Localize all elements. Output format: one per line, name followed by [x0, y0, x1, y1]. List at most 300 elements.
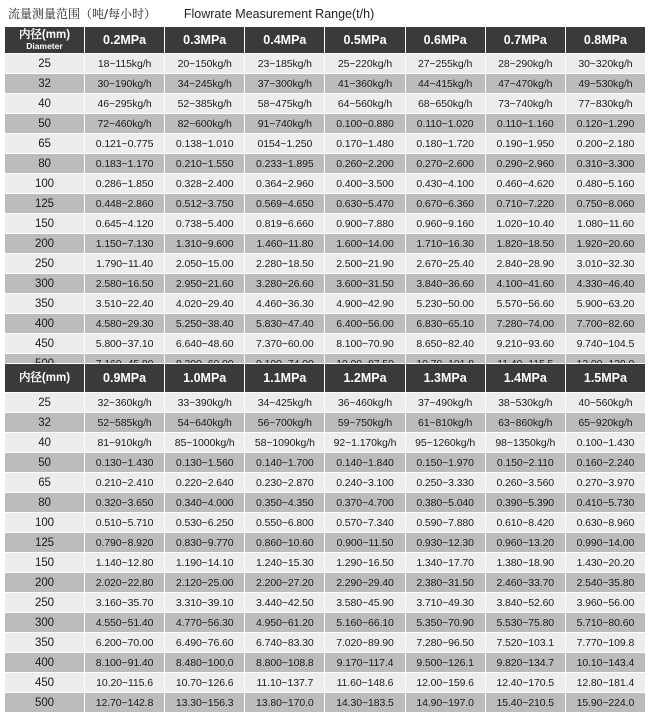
- flow-range-cell: 2.840~28.90: [485, 254, 565, 274]
- flow-range-cell: 0.370~4.700: [325, 493, 405, 513]
- pressure-header: 1.4MPa: [485, 364, 565, 393]
- flow-range-cell: 82~600kg/h: [165, 114, 245, 134]
- diameter-cell: 125: [5, 533, 85, 553]
- flow-range-cell: 0.320~3.650: [85, 493, 165, 513]
- flow-range-cell: 9.820~134.7: [485, 653, 565, 673]
- flow-range-cell: 3.710~49.30: [405, 593, 485, 613]
- flow-range-cell: 23~185kg/h: [245, 54, 325, 74]
- flow-range-cell: 9.500~126.1: [405, 653, 485, 673]
- table-row: [5, 294, 646, 314]
- flow-range-cell: 4.580~29.30: [85, 314, 165, 334]
- diameter-cell: 40: [5, 433, 85, 453]
- flow-range-cell: 95~1260kg/h: [405, 433, 485, 453]
- flow-range-cell: 7.770~109.8: [565, 633, 645, 653]
- flow-range-cell: 0.750~8.060: [565, 194, 645, 214]
- flow-range-cell: 0.270~3.970: [565, 473, 645, 493]
- flow-range-cell: 2.120~25.00: [165, 573, 245, 593]
- flow-range-cell: 0.120~1.290: [565, 114, 645, 134]
- flow-range-cell: 0.900~11.50: [325, 533, 405, 553]
- pressure-header: 0.5MPa: [325, 27, 405, 54]
- flow-range-cell: 27~255kg/h: [405, 54, 485, 74]
- diameter-cell: 400: [5, 314, 85, 334]
- flow-range-cell: 0.138~1.010: [165, 134, 245, 154]
- flow-range-cell: 7.520~103.1: [485, 633, 565, 653]
- table-row: [5, 533, 646, 553]
- flow-range-cell: 38~530kg/h: [485, 393, 565, 413]
- flow-range-cell: 2.380~31.50: [405, 573, 485, 593]
- flow-range-cell: 6.200~70.00: [85, 633, 165, 653]
- flow-range-cell: 11.60~148.6: [325, 673, 405, 693]
- flow-range-cell: 7.020~89.90: [325, 633, 405, 653]
- flow-range-cell: 25~220kg/h: [325, 54, 405, 74]
- flow-range-cell: 58~475kg/h: [245, 94, 325, 114]
- flow-range-cell: 59~750kg/h: [325, 413, 405, 433]
- flow-range-cell: 0.130~1.430: [85, 453, 165, 473]
- pressure-header: 0.6MPa: [405, 27, 485, 54]
- title-chinese: 流量测量范围（吨/每小时）: [8, 7, 157, 21]
- flow-range-cell: 0.220~2.640: [165, 473, 245, 493]
- flow-range-cell: 0.610~8.420: [485, 513, 565, 533]
- flow-range-cell: 2.950~21.60: [165, 274, 245, 294]
- diameter-cell: 65: [5, 134, 85, 154]
- flow-range-cell: 1.790~11.40: [85, 254, 165, 274]
- flow-range-cell: 2.050~15.00: [165, 254, 245, 274]
- flow-range-cell: 0.140~1.840: [325, 453, 405, 473]
- flow-range-cell: 0.260~3.560: [485, 473, 565, 493]
- flow-range-cell: 7.700~82.60: [565, 314, 645, 334]
- flow-range-cell: 0.110~1.020: [405, 114, 485, 134]
- table-row: [5, 214, 646, 234]
- flow-range-cell: 28~290kg/h: [485, 54, 565, 74]
- flow-range-cell: 68~650kg/h: [405, 94, 485, 114]
- flow-range-cell: 1.240~15.30: [245, 553, 325, 573]
- flow-range-cell: 3.600~31.50: [325, 274, 405, 294]
- flow-range-cell: 5.250~38.40: [165, 314, 245, 334]
- table-row: [5, 254, 646, 274]
- flow-range-cell: 15.90~224.0: [565, 693, 645, 713]
- flow-range-cell: 0.990~14.00: [565, 533, 645, 553]
- pressure-header: 1.2MPa: [325, 364, 405, 393]
- diameter-cell: 250: [5, 254, 85, 274]
- flow-range-cell: 73~740kg/h: [485, 94, 565, 114]
- flow-range-cell: 9.210~93.60: [485, 334, 565, 354]
- table-row: [5, 334, 646, 354]
- flow-range-cell: 0.286~1.850: [85, 174, 165, 194]
- flow-range-cell: 12.80~181.4: [565, 673, 645, 693]
- flow-range-cell: 1.190~14.10: [165, 553, 245, 573]
- flow-range-cell: 3.960~56.00: [565, 593, 645, 613]
- flow-range-cell: 6.400~56.00: [325, 314, 405, 334]
- flow-range-cell: 13.80~170.0: [245, 693, 325, 713]
- flow-range-cell: 0.340~4.000: [165, 493, 245, 513]
- flow-range-cell: 91~740kg/h: [245, 114, 325, 134]
- flow-range-cell: 0.738~5.400: [165, 214, 245, 234]
- diameter-cell: 500: [5, 693, 85, 713]
- flow-range-cell: 0.200~2.180: [565, 134, 645, 154]
- flow-range-cell: 1.340~17.70: [405, 553, 485, 573]
- flow-range-cell: 4.020~29.40: [165, 294, 245, 314]
- pressure-header: 0.9MPa: [85, 364, 165, 393]
- flow-range-cell: 1.310~9.600: [165, 234, 245, 254]
- flow-range-cell: 0.960~9.160: [405, 214, 485, 234]
- table-row: [5, 593, 646, 613]
- flow-range-cell: 0.183~1.170: [85, 154, 165, 174]
- flow-range-cell: 8.650~82.40: [405, 334, 485, 354]
- flow-range-cell: 0.400~3.500: [325, 174, 405, 194]
- table-row: [5, 114, 646, 134]
- flow-range-cell: 3.840~36.60: [405, 274, 485, 294]
- flow-range-cell: 32~360kg/h: [85, 393, 165, 413]
- table-row: [5, 393, 646, 413]
- flow-range-cell: 0.180~1.720: [405, 134, 485, 154]
- diameter-cell: 50: [5, 114, 85, 134]
- flow-range-cell: 4.460~36.30: [245, 294, 325, 314]
- flow-range-cell: 46~295kg/h: [85, 94, 165, 114]
- flow-range-cell: 98~1350kg/h: [485, 433, 565, 453]
- flow-range-cell: 0.819~6.660: [245, 214, 325, 234]
- flow-range-cell: 13.30~156.3: [165, 693, 245, 713]
- flow-range-cell: 2.200~27.20: [245, 573, 325, 593]
- diameter-cell: 150: [5, 553, 85, 573]
- flow-range-cell: 1.380~18.90: [485, 553, 565, 573]
- flow-range-cell: 0.310~3.300: [565, 154, 645, 174]
- flow-range-cell: 6.830~65.10: [405, 314, 485, 334]
- flow-range-cell: 4.950~61.20: [245, 613, 325, 633]
- flow-range-cell: 0.590~7.880: [405, 513, 485, 533]
- diameter-cell: 200: [5, 573, 85, 593]
- flow-range-cell: 7.280~74.00: [485, 314, 565, 334]
- flow-range-cell: 4.100~41.60: [485, 274, 565, 294]
- flow-range-cell: 0.830~9.770: [165, 533, 245, 553]
- flow-range-cell: 81~910kg/h: [85, 433, 165, 453]
- flow-range-cell: 11.10~137.7: [245, 673, 325, 693]
- table-row: [5, 433, 646, 453]
- flow-range-cell: 30~320kg/h: [565, 54, 645, 74]
- flow-range-cell: 9.170~117.4: [325, 653, 405, 673]
- table-row: [5, 274, 646, 294]
- flow-range-cell: 5.570~56.60: [485, 294, 565, 314]
- flow-range-cell: 0.430~4.100: [405, 174, 485, 194]
- flow-range-cell: 9.740~104.5: [565, 334, 645, 354]
- flow-range-cell: 12.70~142.8: [85, 693, 165, 713]
- flow-range-cell: 61~810kg/h: [405, 413, 485, 433]
- flow-range-cell: 3.580~45.90: [325, 593, 405, 613]
- flow-range-cell: 20~150kg/h: [165, 54, 245, 74]
- flow-range-cell: 5.230~50.00: [405, 294, 485, 314]
- diameter-cell: 150: [5, 214, 85, 234]
- pressure-header: 0.7MPa: [485, 27, 565, 54]
- flow-range-cell: 1.600~14.00: [325, 234, 405, 254]
- flow-range-cell: 10.20~115.6: [85, 673, 165, 693]
- flow-range-cell: 0.930~12.30: [405, 533, 485, 553]
- flow-range-cell: 0.210~2.410: [85, 473, 165, 493]
- flow-range-cell: 41~360kg/h: [325, 74, 405, 94]
- table-row: [5, 134, 646, 154]
- flow-range-cell: 5.350~70.90: [405, 613, 485, 633]
- flow-range-cell: 1.150~7.130: [85, 234, 165, 254]
- table-row: [5, 553, 646, 573]
- table-row: [5, 174, 646, 194]
- flow-range-cell: 14.30~183.5: [325, 693, 405, 713]
- flow-range-cell: 44~415kg/h: [405, 74, 485, 94]
- flow-range-cell: 12.00~159.6: [405, 673, 485, 693]
- diameter-cell: 350: [5, 633, 85, 653]
- flow-range-cell: 1.820~18.50: [485, 234, 565, 254]
- table-row: [5, 473, 646, 493]
- flow-range-cell: 1.020~10.40: [485, 214, 565, 234]
- diameter-header-label: 内径(mm): [18, 29, 71, 41]
- flow-range-cell: 0.630~5.470: [325, 194, 405, 214]
- flow-range-cell: 0.350~4.350: [245, 493, 325, 513]
- flow-range-cell: 63~860kg/h: [485, 413, 565, 433]
- flow-range-cell: 40~560kg/h: [565, 393, 645, 413]
- flow-range-cell: 4.770~56.30: [165, 613, 245, 633]
- table-header-row: [5, 27, 646, 54]
- flow-range-cell: 3.010~32.30: [565, 254, 645, 274]
- flow-range-cell: 52~585kg/h: [85, 413, 165, 433]
- table-row: [5, 74, 646, 94]
- pressure-header: 0.2MPa: [85, 27, 165, 54]
- flow-range-cell: 14.90~197.0: [405, 693, 485, 713]
- table-row: [5, 94, 646, 114]
- diameter-cell: 65: [5, 473, 85, 493]
- flow-range-cell: 10.70~126.6: [165, 673, 245, 693]
- flow-range-cell: 0.210~1.550: [165, 154, 245, 174]
- flow-range-cell: 4.330~46.40: [565, 274, 645, 294]
- flow-range-cell: 0.328~2.400: [165, 174, 245, 194]
- flow-range-cell: 2.020~22.80: [85, 573, 165, 593]
- flow-range-cell: 8.100~91.40: [85, 653, 165, 673]
- flow-range-cell: 0.569~4.650: [245, 194, 325, 214]
- flow-range-cell: 0.160~2.240: [565, 453, 645, 473]
- page-title: [8, 4, 374, 24]
- flow-range-cell: 2.540~35.80: [565, 573, 645, 593]
- table-header-row: [5, 364, 646, 393]
- flow-range-cell: 0.710~7.220: [485, 194, 565, 214]
- table-row: [5, 613, 646, 633]
- flow-range-cell: 77~830kg/h: [565, 94, 645, 114]
- flow-range-cell: 6.490~76.60: [165, 633, 245, 653]
- diameter-cell: 32: [5, 74, 85, 94]
- flowrate-table-low-pressure: [4, 26, 646, 374]
- flow-range-cell: 6.740~83.30: [245, 633, 325, 653]
- diameter-cell: 50: [5, 453, 85, 473]
- flow-range-cell: 5.710~80.60: [565, 613, 645, 633]
- table-row: [5, 413, 646, 433]
- flow-range-cell: 0.860~10.60: [245, 533, 325, 553]
- flow-range-cell: 54~640kg/h: [165, 413, 245, 433]
- flow-range-cell: 0.100~1.430: [565, 433, 645, 453]
- flow-range-cell: 65~920kg/h: [565, 413, 645, 433]
- flow-range-cell: 1.460~11.80: [245, 234, 325, 254]
- flow-range-cell: 5.830~47.40: [245, 314, 325, 334]
- flow-range-cell: 47~470kg/h: [485, 74, 565, 94]
- flow-range-cell: 0.512~3.750: [165, 194, 245, 214]
- diameter-cell: 25: [5, 393, 85, 413]
- table-row: [5, 693, 646, 713]
- pressure-header: 0.8MPa: [565, 27, 645, 54]
- flow-range-cell: 2.500~21.90: [325, 254, 405, 274]
- diameter-cell: 450: [5, 673, 85, 693]
- diameter-cell: 125: [5, 194, 85, 214]
- flow-range-cell: 8.800~108.8: [245, 653, 325, 673]
- table-row: [5, 453, 646, 473]
- flow-range-cell: 3.440~42.50: [245, 593, 325, 613]
- flow-range-cell: 0.260~2.200: [325, 154, 405, 174]
- flow-range-cell: 3.310~39.10: [165, 593, 245, 613]
- diameter-cell: 32: [5, 413, 85, 433]
- flow-range-cell: 0154~1.250: [245, 134, 325, 154]
- flow-range-cell: 3.510~22.40: [85, 294, 165, 314]
- flow-range-cell: 4.900~42.90: [325, 294, 405, 314]
- flow-range-cell: 2.280~18.50: [245, 254, 325, 274]
- flow-range-cell: 0.170~1.480: [325, 134, 405, 154]
- diameter-cell: 40: [5, 94, 85, 114]
- flow-range-cell: 8.480~100.0: [165, 653, 245, 673]
- flow-range-cell: 0.390~5.390: [485, 493, 565, 513]
- flow-range-cell: 37~490kg/h: [405, 393, 485, 413]
- diameter-cell: 100: [5, 513, 85, 533]
- flow-range-cell: 1.080~11.60: [565, 214, 645, 234]
- table-row: [5, 54, 646, 74]
- flow-range-cell: 0.448~2.860: [85, 194, 165, 214]
- flow-range-cell: 72~460kg/h: [85, 114, 165, 134]
- table-row: [5, 493, 646, 513]
- flow-range-cell: 7.280~96.50: [405, 633, 485, 653]
- flow-range-cell: 5.530~75.80: [485, 613, 565, 633]
- flow-range-cell: 33~390kg/h: [165, 393, 245, 413]
- flow-range-cell: 0.150~1.970: [405, 453, 485, 473]
- pressure-header: 0.4MPa: [245, 27, 325, 54]
- flow-range-cell: 52~385kg/h: [165, 94, 245, 114]
- flow-range-cell: 6.640~48.60: [165, 334, 245, 354]
- pressure-header: 0.3MPa: [165, 27, 245, 54]
- flow-range-cell: 2.290~29.40: [325, 573, 405, 593]
- flow-range-cell: 3.280~26.60: [245, 274, 325, 294]
- flow-range-cell: 2.670~25.40: [405, 254, 485, 274]
- diameter-cell: 80: [5, 154, 85, 174]
- flow-range-cell: 0.110~1.160: [485, 114, 565, 134]
- diameter-cell: 350: [5, 294, 85, 314]
- diameter-cell: 25: [5, 54, 85, 74]
- flow-range-cell: 0.130~1.560: [165, 453, 245, 473]
- flow-range-cell: 1.140~12.80: [85, 553, 165, 573]
- flow-range-cell: 3.840~52.60: [485, 593, 565, 613]
- flow-range-cell: 85~1000kg/h: [165, 433, 245, 453]
- flow-range-cell: 0.140~1.700: [245, 453, 325, 473]
- flow-range-cell: 0.550~6.800: [245, 513, 325, 533]
- flow-range-cell: 12.40~170.5: [485, 673, 565, 693]
- diameter-cell: 80: [5, 493, 85, 513]
- table-row: [5, 673, 646, 693]
- flow-range-cell: 15.40~210.5: [485, 693, 565, 713]
- table-row: [5, 314, 646, 334]
- flow-range-cell: 30~190kg/h: [85, 74, 165, 94]
- diameter-cell: 200: [5, 234, 85, 254]
- diameter-header: 内径(mm): [5, 364, 85, 393]
- flow-range-cell: 0.960~13.20: [485, 533, 565, 553]
- flow-range-cell: 0.230~2.870: [245, 473, 325, 493]
- flow-range-cell: 18~115kg/h: [85, 54, 165, 74]
- flow-range-cell: 56~700kg/h: [245, 413, 325, 433]
- flow-range-cell: 1.920~20.60: [565, 234, 645, 254]
- pressure-header: 1.1MPa: [245, 364, 325, 393]
- flow-range-cell: 0.790~8.920: [85, 533, 165, 553]
- flow-range-cell: 2.580~16.50: [85, 274, 165, 294]
- flow-range-cell: 0.630~8.960: [565, 513, 645, 533]
- flow-range-cell: 0.670~6.360: [405, 194, 485, 214]
- flow-range-cell: 64~560kg/h: [325, 94, 405, 114]
- flow-range-cell: 0.240~3.100: [325, 473, 405, 493]
- flow-range-cell: 36~460kg/h: [325, 393, 405, 413]
- pressure-header: 1.3MPa: [405, 364, 485, 393]
- flow-range-cell: 0.270~2.600: [405, 154, 485, 174]
- flow-range-cell: 7.370~60.00: [245, 334, 325, 354]
- diameter-cell: 250: [5, 593, 85, 613]
- table-row: [5, 633, 646, 653]
- flow-range-cell: 34~425kg/h: [245, 393, 325, 413]
- title-english: Flowrate Measurement Range(t/h): [183, 7, 375, 21]
- flow-range-cell: 0.645~4.120: [85, 214, 165, 234]
- flow-range-cell: 0.530~6.250: [165, 513, 245, 533]
- table-row: [5, 513, 646, 533]
- flow-range-cell: 0.250~3.330: [405, 473, 485, 493]
- flow-range-cell: 0.460~4.620: [485, 174, 565, 194]
- flow-range-cell: 0.480~5.160: [565, 174, 645, 194]
- table-row: [5, 154, 646, 174]
- flowrate-table-high-pressure: [4, 363, 646, 713]
- flow-range-cell: 0.510~5.710: [85, 513, 165, 533]
- table-row: [5, 234, 646, 254]
- pressure-header: 1.0MPa: [165, 364, 245, 393]
- flow-range-cell: 0.233~1.895: [245, 154, 325, 174]
- diameter-cell: 300: [5, 274, 85, 294]
- flow-range-cell: 92~1.170kg/h: [325, 433, 405, 453]
- flow-range-cell: 3.160~35.70: [85, 593, 165, 613]
- pressure-header: 1.5MPa: [565, 364, 645, 393]
- flow-range-cell: 34~245kg/h: [165, 74, 245, 94]
- diameter-cell: 400: [5, 653, 85, 673]
- table-row: [5, 653, 646, 673]
- flow-range-cell: 2.460~33.70: [485, 573, 565, 593]
- table-row: [5, 194, 646, 214]
- flow-range-cell: 1.430~20.20: [565, 553, 645, 573]
- flow-range-cell: 1.290~16.50: [325, 553, 405, 573]
- flow-range-cell: 8.100~70.90: [325, 334, 405, 354]
- flow-range-cell: 10.10~143.4: [565, 653, 645, 673]
- table-row: [5, 573, 646, 593]
- diameter-cell: 100: [5, 174, 85, 194]
- flow-range-cell: 0.380~5.040: [405, 493, 485, 513]
- flow-range-cell: 0.410~5.730: [565, 493, 645, 513]
- flow-range-cell: 4.550~51.40: [85, 613, 165, 633]
- flow-range-cell: 0.570~7.340: [325, 513, 405, 533]
- flow-range-cell: 0.900~7.880: [325, 214, 405, 234]
- flow-range-cell: 0.364~2.960: [245, 174, 325, 194]
- diameter-cell: 450: [5, 334, 85, 354]
- flow-range-cell: 58~1090kg/h: [245, 433, 325, 453]
- flow-range-cell: 49~530kg/h: [565, 74, 645, 94]
- flow-range-cell: 0.150~2.110: [485, 453, 565, 473]
- flow-range-cell: 0.100~0.880: [325, 114, 405, 134]
- flow-range-cell: 5.160~66.10: [325, 613, 405, 633]
- flow-range-cell: 37~300kg/h: [245, 74, 325, 94]
- flow-range-cell: 5.800~37.10: [85, 334, 165, 354]
- diameter-cell: 300: [5, 613, 85, 633]
- flow-range-cell: 0.190~1.950: [485, 134, 565, 154]
- flow-range-cell: 1.710~16.30: [405, 234, 485, 254]
- diameter-header-sublabel: Diameter: [26, 41, 63, 51]
